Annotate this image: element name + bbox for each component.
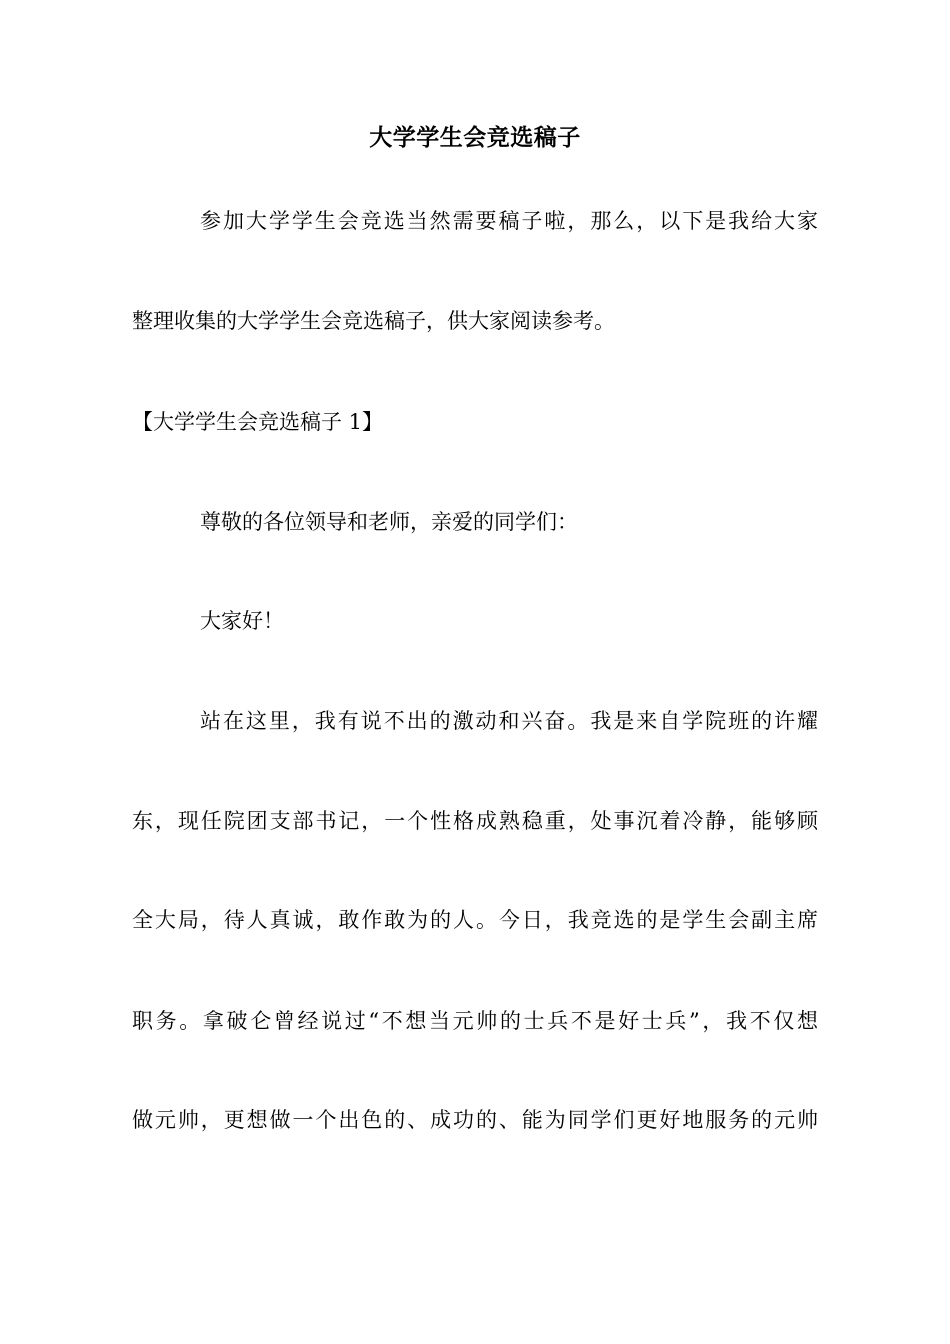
section-heading: 【大学学生会竞选稿子 1】	[132, 410, 384, 434]
paragraph-line: 职务。拿破仑曾经说过“不想当元帅的士兵不是好士兵”，我不仅想	[132, 1009, 818, 1033]
paragraph-line: 全大局，待人真诚，敢作敢为的人。今日，我竞选的是学生会副主席	[132, 908, 818, 932]
document-title: 大学学生会竞选稿子	[369, 125, 581, 151]
paragraph-line: 站在这里，我有说不出的激动和兴奋。我是来自学院班的许耀	[200, 709, 818, 733]
paragraph-line: 大家好！	[200, 609, 284, 633]
paragraph-line: 尊敬的各位领导和老师，亲爱的同学们：	[200, 510, 578, 534]
paragraph-line: 整理收集的大学学生会竞选稿子，供大家阅读参考。	[132, 309, 615, 333]
paragraph-line: 做元帅，更想做一个出色的、成功的、能为同学们更好地服务的元帅	[132, 1108, 818, 1132]
paragraph-line: 参加大学学生会竞选当然需要稿子啦，那么，以下是我给大家	[200, 209, 818, 233]
paragraph-line: 东，现任院团支部书记，一个性格成熟稳重，处事沉着冷静，能够顾	[132, 809, 818, 833]
